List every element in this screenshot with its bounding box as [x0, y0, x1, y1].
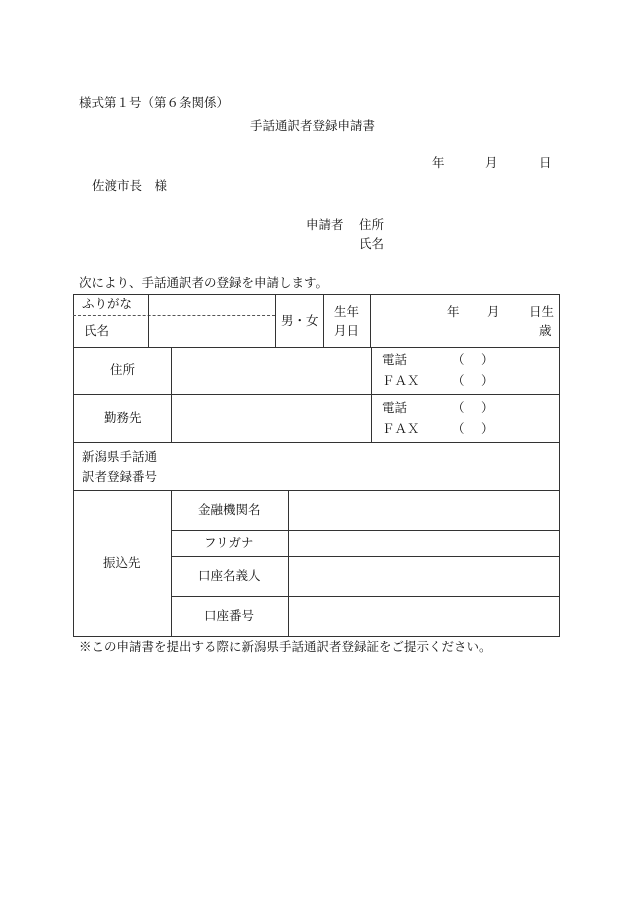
- furigana-kana-label: フリガナ: [204, 535, 254, 550]
- application-table: [73, 294, 560, 637]
- birth-col-line: [370, 294, 371, 347]
- date-year-label: 年: [432, 155, 445, 170]
- applicant-name-label: 氏名: [359, 236, 385, 251]
- workplace-fax-label: ＦＡＸ: [382, 421, 420, 436]
- workplace-phone-paren-open: （: [452, 400, 465, 415]
- age-label: 歳: [539, 323, 552, 338]
- phone-col-line: [371, 347, 372, 442]
- address-fax-paren-close: ）: [481, 373, 494, 388]
- page-title: 手話通訳者登録申請書: [250, 118, 376, 133]
- date-month-label: 月: [485, 155, 498, 170]
- table-frame: [73, 294, 560, 637]
- birth-label-1: 生年: [334, 304, 360, 319]
- birth-month-label: 月: [487, 304, 500, 319]
- row-line-3: [73, 442, 560, 443]
- label-col-line-lower: [171, 490, 172, 637]
- intro-text: 次により、手話通訳者の登録を申請します。: [79, 275, 329, 290]
- bank-col-line: [288, 490, 289, 637]
- row-line-4: [73, 490, 560, 491]
- row-line-2: [73, 394, 560, 395]
- gender-col-line-right: [323, 294, 324, 347]
- birth-year-label: 年: [447, 304, 460, 319]
- account-holder-label: 口座名義人: [198, 568, 261, 583]
- address-phone-paren-open: （: [452, 352, 465, 367]
- label-col-line: [171, 347, 172, 442]
- furigana-label: ふりがな: [82, 296, 133, 311]
- date-day-label: 日: [539, 155, 552, 170]
- workplace-fax-paren-close: ）: [481, 421, 494, 436]
- bank-name-label: 金融機関名: [198, 502, 261, 517]
- workplace-phone-label: 電話: [382, 400, 408, 415]
- applicant-address-label: 住所: [359, 217, 385, 232]
- gender-options: 男・女: [281, 313, 319, 328]
- registration-label-line-1: 新潟県手話通: [82, 449, 158, 464]
- name-col-line: [148, 294, 149, 347]
- birth-label-2: 月日: [334, 323, 360, 338]
- applicant-label: 申請者: [306, 217, 344, 232]
- form-number: 様式第１号（第６条関係）: [79, 95, 230, 110]
- address-phone-paren-close: ）: [481, 352, 494, 367]
- birth-day-label: 日生: [529, 304, 555, 319]
- address-fax-paren-open: （: [452, 373, 465, 388]
- row-line-7: [171, 596, 560, 597]
- transfer-label: 振込先: [103, 555, 141, 570]
- workplace-label: 勤務先: [104, 410, 142, 425]
- address-fax-label: ＦＡＸ: [382, 373, 420, 388]
- footnote: ※この申請書を提出する際に新潟県手話通訳者登録証をご提示ください。: [79, 639, 492, 654]
- addressee: 佐渡市長 様: [92, 178, 168, 193]
- address-label: 住所: [110, 362, 136, 377]
- workplace-fax-paren-open: （: [452, 421, 465, 436]
- row-line-1: [73, 347, 560, 348]
- workplace-phone-paren-close: ）: [481, 400, 494, 415]
- address-phone-label: 電話: [382, 352, 408, 367]
- name-label: 氏名: [84, 323, 110, 338]
- gender-col-line-left: [275, 294, 276, 347]
- row-line-5: [171, 530, 560, 531]
- row-line-6: [171, 556, 560, 557]
- registration-label-line-2: 訳者登録番号: [82, 469, 158, 484]
- account-number-label: 口座番号: [204, 608, 255, 623]
- furigana-divider: [73, 315, 275, 316]
